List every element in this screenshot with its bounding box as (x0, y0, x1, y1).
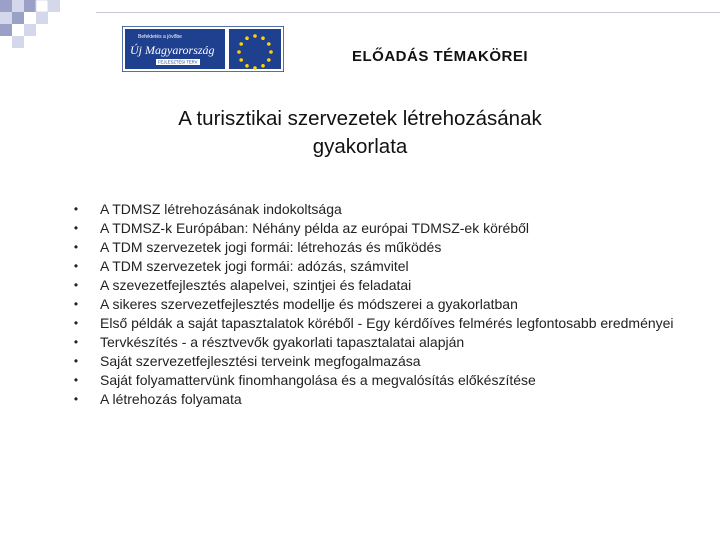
bullet-icon: • (73, 392, 79, 406)
bullet-list (70, 200, 690, 409)
bullet-text: A szevezetfejlesztés alapelvei, szintjei és feladatai (100, 277, 412, 293)
bullet-item (70, 257, 690, 276)
bullet-item (70, 352, 690, 371)
bullet-icon: • (73, 316, 79, 330)
slide-title-line-1: A turisztikai szervezetek létrehozásának (178, 107, 542, 130)
bullet-icon: • (73, 202, 79, 216)
bullet-text: A TDM szervezetek jogi formái: adózás, számvitel (100, 258, 409, 274)
section-title: ELŐADÁS TÉMAKÖREI (351, 48, 528, 65)
bullet-text: Első példák a saját tapasztalatok köréből - Egy kérdőíves felmérés legfontosabb eredményei (100, 315, 674, 331)
bullet-item (70, 333, 690, 352)
svg-text:Új Magyarország: Új Magyarország (130, 43, 215, 57)
bullet-icon: • (73, 221, 79, 235)
top-divider (96, 12, 720, 13)
bullet-text: Tervkészítés - a résztvevők gyakorlati tapasztalatai alapján (100, 334, 465, 350)
bullet-item (70, 200, 690, 219)
bullet-item (70, 295, 690, 314)
checker-decoration (0, 0, 100, 50)
bullet-icon: • (73, 354, 79, 368)
slide-title (120, 105, 600, 161)
bullet-text: A TDMSZ létrehozásának indokoltsága (100, 201, 342, 217)
bullet-icon: • (73, 240, 79, 254)
svg-text:FEJLESZTÉSI TERV: FEJLESZTÉSI TERV (158, 59, 198, 65)
new-hungary-eu-logo (122, 26, 284, 72)
bullet-text: Saját szervezetfejlesztési terveink megfogalmazása (100, 353, 421, 369)
slide-title-line-2: gyakorlata (312, 135, 408, 158)
bullet-icon: • (73, 335, 79, 349)
bullet-text: A TDM szervezetek jogi formái: létrehozás és működés (100, 239, 442, 255)
bullet-item (70, 371, 690, 390)
bullet-icon: • (73, 297, 79, 311)
bullet-text: A sikeres szervezetfejlesztés modellje és módszerei a gyakorlatban (100, 296, 518, 312)
bullet-item (70, 390, 690, 409)
bullet-item (70, 238, 690, 257)
bullet-text: Saját folyamattervünk finomhangolása és a megvalósítás előkészítése (100, 372, 536, 388)
bullet-icon: • (73, 259, 79, 273)
bullet-item (70, 276, 690, 295)
bullet-icon: • (73, 278, 79, 292)
svg-text:Befektetés a jövőbe: Befektetés a jövőbe (138, 34, 182, 40)
bullet-item (70, 219, 690, 238)
bullet-text: A létrehozás folyamata (100, 391, 242, 407)
bullet-text: A TDMSZ-k Európában: Néhány példa az európai TDMSZ-ek köréből (100, 220, 530, 236)
bullet-icon: • (73, 373, 79, 387)
bullet-item (70, 314, 690, 333)
